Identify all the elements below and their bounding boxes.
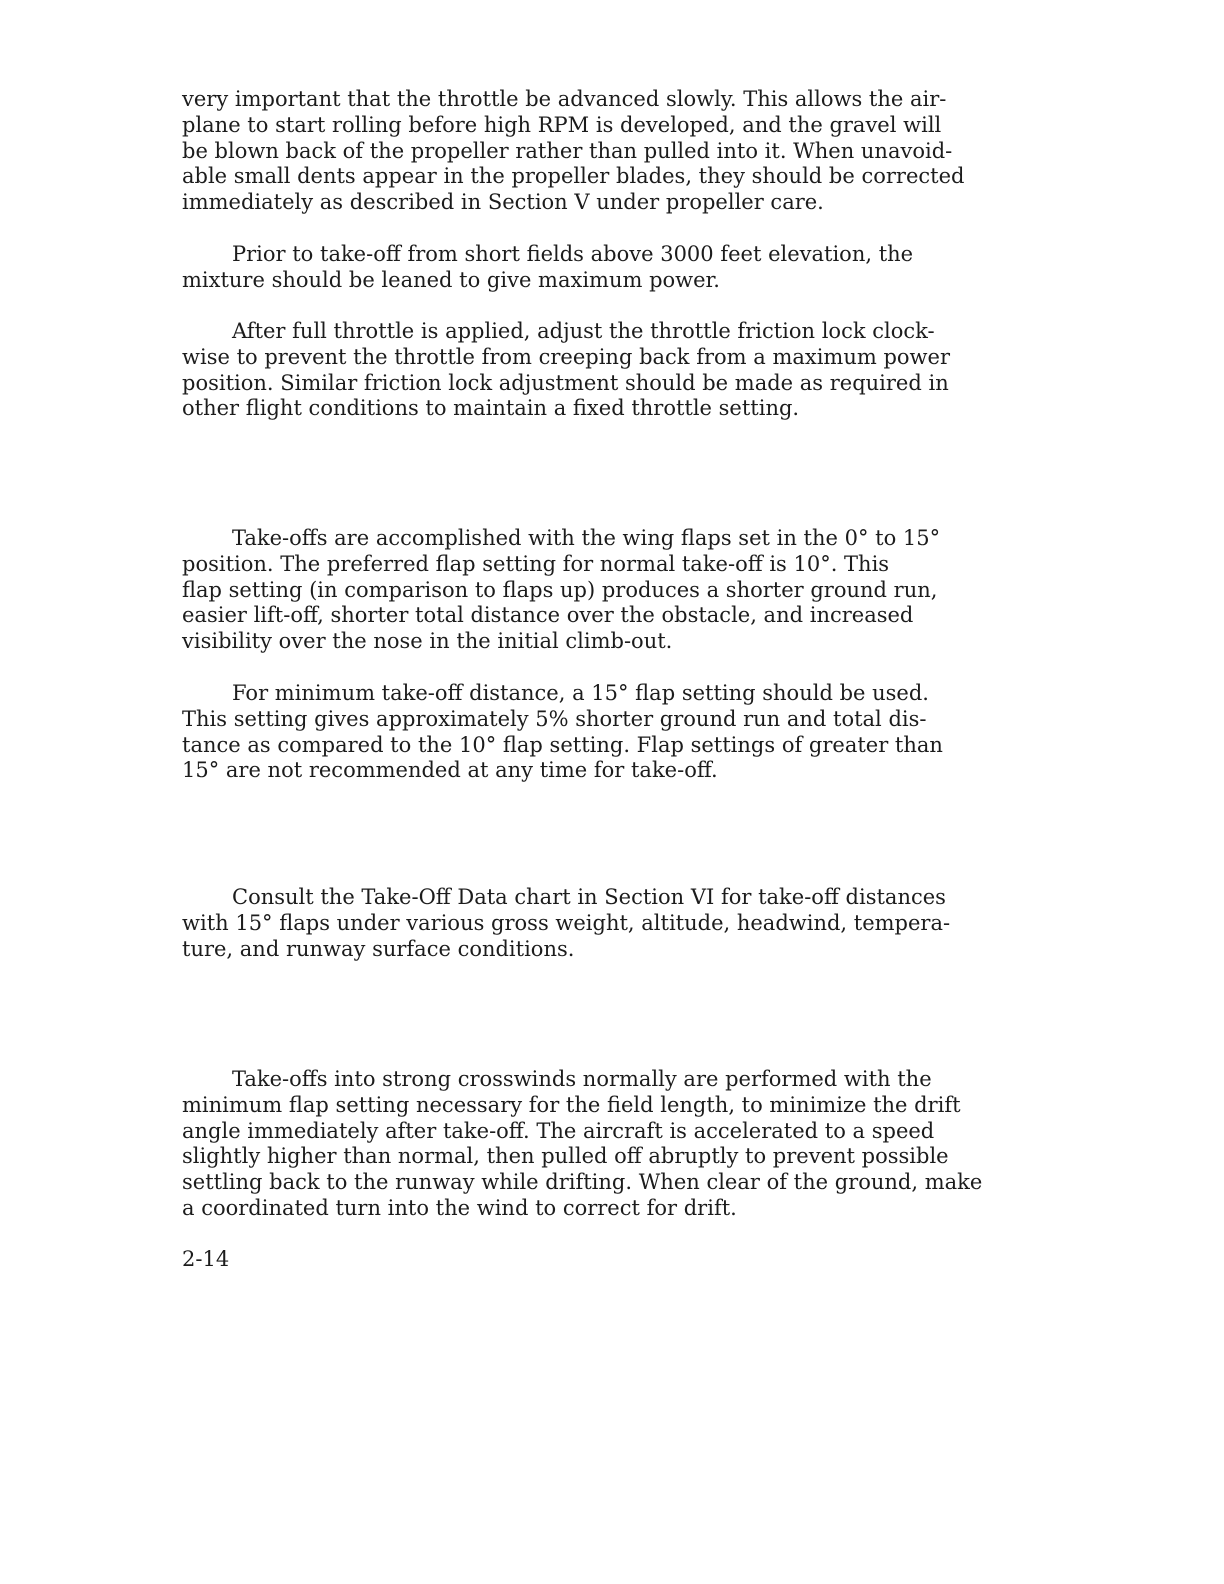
paragraph-wing-flap-settings [182, 526, 1052, 655]
text-line: mixture should be leaned to give maximum power. [182, 267, 720, 292]
text-line: Prior to take-off from short fields above 3000 feet elevation, the [232, 242, 914, 266]
text-line: with 15° flaps under various gross weight, altitude, headwind, tempera- [182, 910, 951, 935]
paragraph-minimum-takeoff-distance [182, 681, 1052, 784]
text-line: angle immediately after take-off. The aircraft is accelerated to a speed [182, 1118, 935, 1143]
text-line: position. Similar friction lock adjustment should be made as required in [182, 370, 949, 395]
text-line: a coordinated turn into the wind to correct for drift. [182, 1195, 737, 1220]
text-line: be blown back of the propeller rather than pulled into it. When unavoid- [182, 138, 953, 163]
text-line: wise to prevent the throttle from creeping back from a maximum power [182, 344, 950, 369]
text-line: very important that the throttle be advanced slowly. This allows the air- [182, 87, 947, 111]
text-line: easier lift-off, shorter total distance over the obstacle, and increased [182, 603, 914, 628]
text-line: visibility over the nose in the initial climb-out. [182, 629, 673, 654]
text-line: settling back to the runway while drifting. When clear of the ground, make [182, 1170, 983, 1195]
paragraph-takeoff-data-chart [182, 885, 1052, 962]
text-line: For minimum take-off distance, a 15° flap setting should be used. [232, 681, 929, 705]
text-line: After full throttle is applied, adjust the throttle friction lock clock- [232, 319, 935, 343]
text-line: immediately as described in Section V under propeller care. [182, 190, 824, 215]
text-line: able small dents appear in the propeller blades, they should be corrected [182, 164, 965, 189]
text-line: flap setting (in comparison to flaps up) produces a shorter ground run, [182, 577, 938, 602]
paragraph-mixture-leaning [182, 242, 1052, 294]
text-line: Consult the Take-Off Data chart in Section VI for take-off distances [232, 885, 946, 909]
text-line: This setting gives approximately 5% shorter ground run and total dis- [182, 706, 927, 731]
page-number: 2-14 [182, 1247, 230, 1271]
paragraph-throttle-friction-lock [182, 319, 1052, 422]
text-line: position. The preferred flap setting for normal take-off is 10°. This [182, 551, 890, 576]
paragraph-propeller-gravel [182, 87, 1052, 216]
text-line: other flight conditions to maintain a fixed throttle setting. [182, 396, 800, 421]
text-line: Take-offs are accomplished with the wing flaps set in the 0° to 15° [232, 526, 941, 550]
text-line: ture, and runway surface conditions. [182, 936, 575, 961]
text-line: Take-offs into strong crosswinds normally are performed with the [232, 1067, 932, 1091]
paragraph-crosswind-takeoff [182, 1067, 1052, 1222]
text-line: slightly higher than normal, then pulled off abruptly to prevent possible [182, 1144, 949, 1169]
text-line: plane to start rolling before high RPM is developed, and the gravel will [182, 112, 942, 137]
text-line: 15° are not recommended at any time for take-off. [182, 758, 718, 783]
text-line: minimum flap setting necessary for the field length, to minimize the drift [182, 1092, 961, 1117]
text-line: tance as compared to the 10° flap setting. Flap settings of greater than [182, 732, 943, 757]
